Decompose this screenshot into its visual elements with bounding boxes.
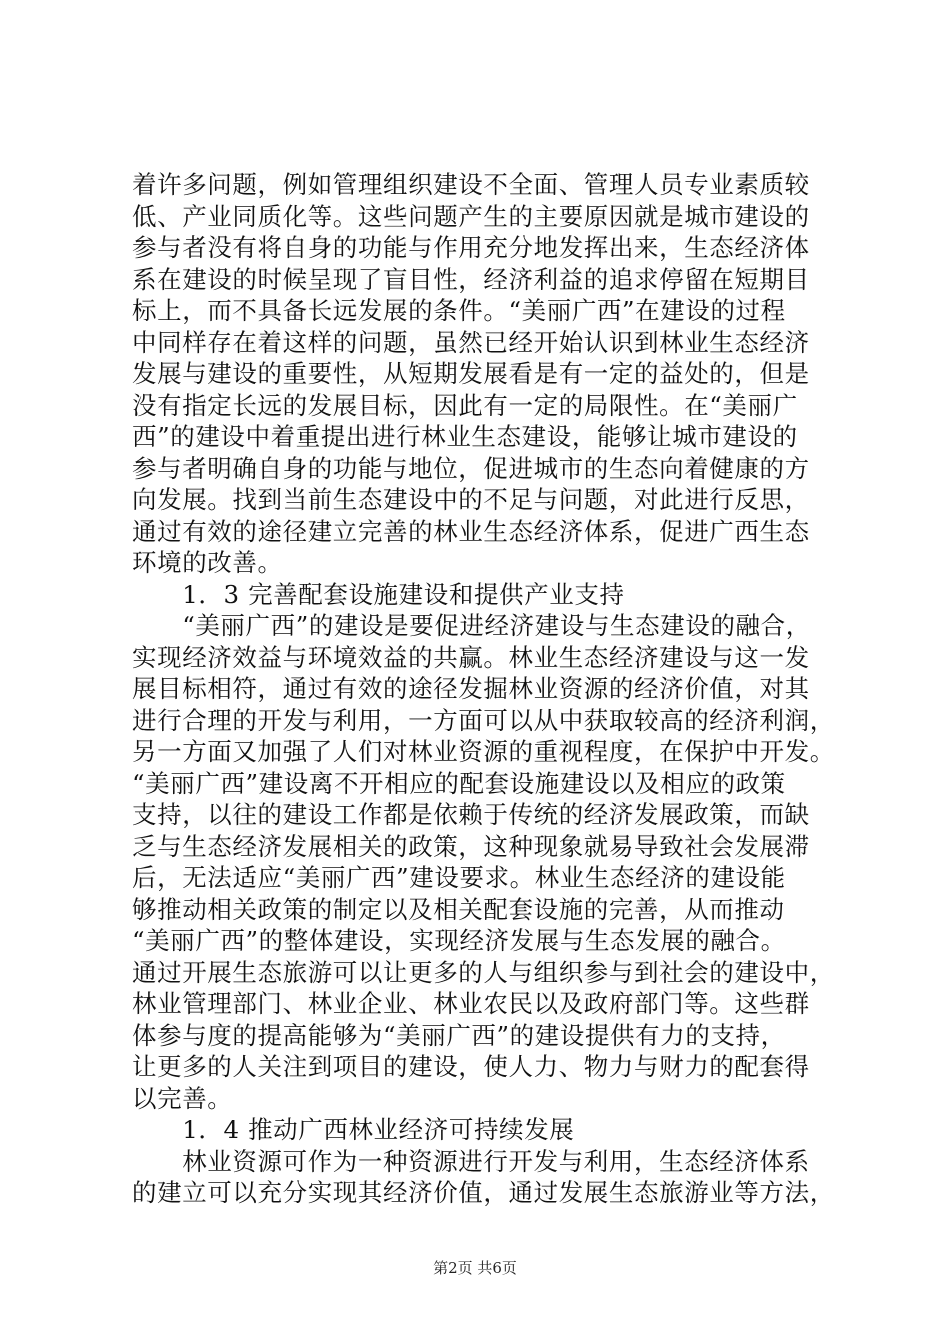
text-line: “美丽广西”的建设是要促进经济建设与生态建设的融合， (132, 611, 811, 640)
text-line: 通过有效的途径建立完善的林业生态经济体系，促进广西生态 (132, 516, 810, 546)
text-line: 展目标相符，通过有效的途径发掘林业资源的经济价值，对其 (132, 674, 810, 703)
text-line: 1．3 完善配套设施建设和提供产业支持 (132, 579, 625, 609)
text-line: “美丽广西”的整体建设，实现经济发展与生态发展的融合。 (132, 926, 786, 955)
text-line: 乏与生态经济发展相关的政策，这种现象就易导致社会发展滞 (132, 831, 810, 861)
text-line: 发展与建设的重要性，从短期发展看是有一定的益处的，但是 (132, 359, 810, 388)
text-line: 西”的建设中着重提出进行林业生态建设，能够让城市建设的 (132, 422, 798, 451)
text-line: 进行合理的开发与利用，一方面可以从中获取较高的经济利润， (132, 705, 835, 735)
text-line: 让更多的人关注到项目的建设，使人力、物力与财力的配套得 (132, 1052, 810, 1081)
text-line: 支持，以往的建设工作都是依赖于传统的经济发展政策，而缺 (132, 800, 810, 829)
text-line: 环境的改善。 (132, 548, 283, 577)
text-line: 通过开展生态旅游可以让更多的人与组织参与到社会的建设中， (132, 957, 835, 987)
text-line: “美丽广西”建设离不开相应的配套设施建设以及相应的政策 (132, 768, 786, 798)
text-line: 另一方面又加强了人们对林业资源的重视程度，在保护中开发。 (132, 737, 835, 766)
text-line: 以完善。 (132, 1083, 233, 1113)
text-line: 着许多问题，例如管理组织建设不全面、管理人员专业素质较 (132, 170, 810, 199)
text-line: 的建立可以充分实现其经济价值，通过发展生态旅游业等方法， (132, 1178, 835, 1207)
text-line: 1．4 推动广西林业经济可持续发展 (132, 1115, 575, 1144)
text-line: 实现经济效益与环境效益的共赢。林业生态经济建设与这一发 (132, 642, 810, 672)
text-line: 参与者明确自身的功能与地位，促进城市的生态向着健康的方 (132, 453, 810, 483)
text-line: 林业管理部门、林业企业、林业农民以及政府部门等。这些群 (132, 989, 810, 1018)
text-line: 参与者没有将自身的功能与作用充分地发挥出来，生态经济体 (132, 233, 810, 262)
page-footer: 第2页 共6页 (433, 1259, 517, 1277)
text-line: 系在建设的时候呈现了盲目性，经济利益的追求停留在短期目 (132, 264, 810, 294)
text-line: 体参与度的提高能够为“美丽广西”的建设提供有力的支持， (132, 1020, 786, 1050)
text-line: 标上，而不具备长远发展的条件。“美丽广西”在建设的过程 (132, 296, 786, 325)
text-line: 低、产业同质化等。这些问题产生的主要原因就是城市建设的 (132, 201, 810, 231)
text-line: 林业资源可作为一种资源进行开发与利用，生态经济体系 (132, 1146, 810, 1176)
text-line: 够推动相关政策的制定以及相关配套设施的完善，从而推动 (132, 894, 785, 924)
text-line: 向发展。找到当前生态建设中的不足与问题，对此进行反思， (132, 485, 810, 514)
body-text (132, 169, 835, 1209)
text-line: 后，无法适应“美丽广西”建设要求。林业生态经济的建设能 (132, 863, 786, 892)
text-line: 没有指定长远的发展目标，因此有一定的局限性。在“美丽广 (132, 390, 798, 420)
text-line: 中同样存在着这样的问题，虽然已经开始认识到林业生态经济 (132, 327, 810, 357)
